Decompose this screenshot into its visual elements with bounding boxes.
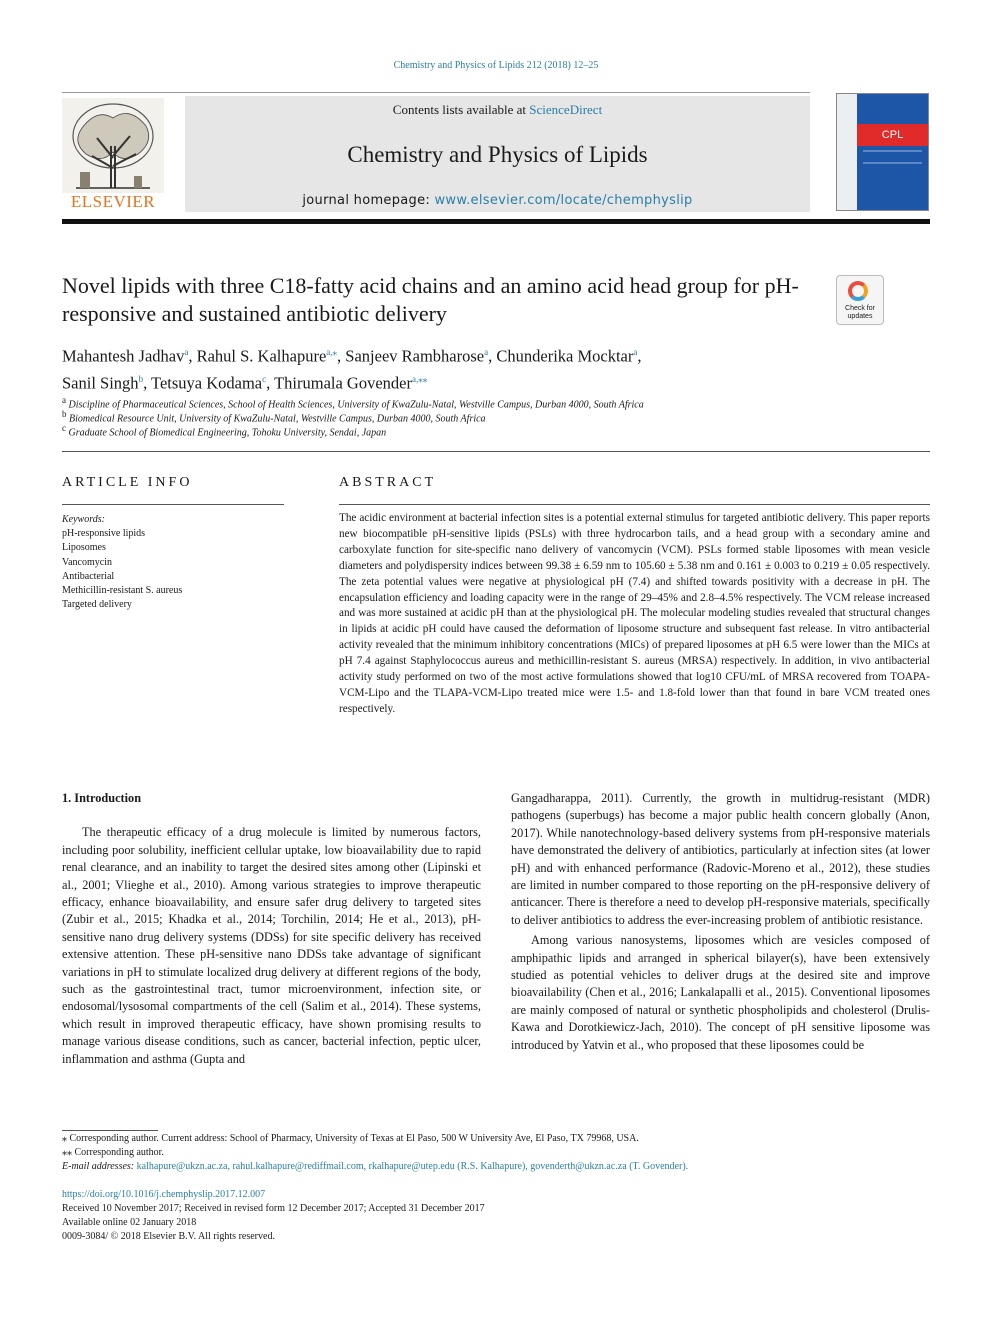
affiliation: $^a$ Discipline of Pharmaceutical Sciences, School of Health Sciences, University of KwaZulu-Natal, Westville Campus, Durban 4000, South Africa	[62, 395, 644, 411]
abstract-text: The acidic environment at bacterial infection sites is a potential external stimulus for targeted antibiotic delivery. This paper reports new biocompatible pH-sensitive lipids (PSLs) with three hydrocarbon tails, and a head group with a secondary amine and carboxylate function for site-specific nano delivery of vancomycin (VCM). PSLs formed stable liposomes with mean vesicle diameters and polydispersity indices between 99.38 ± 6.59 nm to 105.60 ± 5.38 nm and 0.161 ± 0.003 to 0.219 ± 0.05 respectively. The zeta potential values were negative at physiological pH (7.4) and shifted towards positivity with a decrease in pH. The encapsulation efficiency and loading capacity were in the range of 29–45% and 2.8–4.5% respectively. The VCM release increased and was more sustained at acidic pH than at the physiological pH. The molecular modeling studies revealed that structural changes in lipids at acidic pH could have caused the deformation of liposome structure and subsequent fast release. In vitro antibacterial activity revealed that the minimum inhibitory concentrations (MICs) of prepared liposomes at pH 6.5 were lower than the MICs at pH 7.4 against Staphylococcus aureus and methicillin-resistant S. aureus (MRSA) respectively. In addition, in vivo antibacterial activity study performed on two of the most active formulations showed that log10 CFU/mL of MRSA recovered from TOAPA-VCM-Lipo and the TLAPA-VCM-Lipo treated mice were 1.5- and 1.8-fold lower than that found in bare VCM treated ones respectively.	[339, 512, 930, 715]
keyword: pH-responsive lipids	[62, 528, 146, 540]
footnote-rule	[62, 1130, 158, 1131]
author[interactable]: Rahul S. Kalhapure	[196, 346, 327, 366]
homepage-link[interactable]: www.elsevier.com/locate/chemphyslip	[434, 193, 693, 208]
author[interactable]: Sanjeev Rambharose	[345, 346, 485, 366]
email-links[interactable]: kalhapure@ukzn.ac.za, rahul.kalhapure@rediffmail.com, rkalhapure@utep.edu (R.S. Kalhapure), govenderth@ukzn.ac.za (T. Govender).	[136, 1161, 689, 1172]
copyright: 0009-3084/ © 2018 Elsevier B.V. All rights reserved.	[62, 1231, 275, 1242]
check-for-updates-icon	[848, 281, 868, 301]
abstract-heading: ABSTRACT	[339, 475, 437, 490]
section-rule	[62, 451, 930, 452]
elsevier-wordmark: ELSEVIER	[70, 192, 156, 211]
received-dates: Received 10 November 2017; Received in revised form 12 December 2017; Accepted 31 December 2017	[62, 1203, 485, 1214]
section-heading: 1. Introduction	[62, 791, 142, 805]
affiliation: $^b$ Biomedical Resource Unit, University of KwaZulu-Natal, Westville Campus, Durban 4000, South Africa	[62, 409, 486, 425]
keyword: Antibacterial	[62, 570, 115, 582]
author[interactable]: Chunderika Mocktar	[496, 346, 634, 366]
author[interactable]: Sanil Singh	[62, 373, 139, 392]
contents-line: Contents lists available at ScienceDirect	[392, 102, 603, 117]
affiliation: $^c$ Graduate School of Biomedical Engineering, Tohoku University, Sendai, Japan	[62, 423, 387, 439]
available-online: Available online 02 January 2018	[62, 1217, 197, 1228]
author-list: Mahantesh Jadhav$^a$, Rahul S. Kalhapure$^{a,⁎}$, Sanjeev Rambharose$^a$, Chunderika Mocktar$^a$, Sanil Singh$^b$, Tetsuya Kodama$^c$, Thirumala Govender$^{a,⁎⁎}$	[62, 346, 642, 392]
header-thick-rule	[62, 219, 930, 224]
body-column-right	[511, 790, 930, 1054]
author[interactable]: Mahantesh Jadhav	[62, 346, 185, 366]
footnote: ⁎ Corresponding author. Current address: School of Pharmacy, University of Texas at El Paso, 500 W University Ave, El Paso, TX 79968, USA.	[62, 1133, 639, 1144]
article-title: Novel lipids with three C18-fatty acid chains and an amino acid head group for pH-responsive and sustained antibiotic delivery	[62, 273, 799, 326]
article-info-heading: ARTICLE INFO	[62, 475, 193, 490]
sciencedirect-link[interactable]: ScienceDirect	[529, 102, 603, 117]
keyword: Methicillin-resistant S. aureus	[62, 585, 183, 597]
keyword: Liposomes	[62, 542, 106, 554]
running-head[interactable]: Chemistry and Physics of Lipids 212 (2018) 12–25	[393, 60, 599, 71]
body-paragraph: Gangadharappa, 2011). Currently, the growth in multidrug-resistant (MDR) pathogens (superbugs) has become a major public health concern globally (Anon, 2017). While nanotechnology-based delivery systems from pH-responsive materials have demonstrated the delivery of antibiotics, particularly at infection sites (at lower pH) and with enhanced performance (Radovic-Moreno et al., 2012), these studies are limited in number compared to those reporting on the pH-responsive delivery of anticancer. There is therefore a need to develop pH-responsive materials, specifically to deliver antibiotics to address the ever-increasing problem of antibiotic resistance.	[511, 791, 930, 927]
header-top-rule	[62, 92, 810, 93]
email-footnote: E-mail addresses: kalhapure@ukzn.ac.za, rahul.kalhapure@rediffmail.com, rkalhapure@utep.edu (R.S. Kalhapure), govenderth@ukzn.ac.za (T. Govender).	[62, 1161, 689, 1172]
body-paragraph: The therapeutic efficacy of a drug molecule is limited by numerous factors, including poor solubility, inefficient cellular uptake, low bioavailability due to rapid renal clearance, and an inability to target the desired sites among other (Lipinski et al., 2001; Vlieghe et al., 2010). Among various strategies to improve therapeutic efficacy, enhance bioavailability, and ensure safer drug delivery to targeted sites (Zubir et al., 2015; Khadka et al., 2014; Torchilin, 2014; He et al., 2013), pH-sensitive nano drug delivery systems (DDSs) for site specific delivery has received extensive attention. These pH-sensitive nano DDSs take advantage of significant variations in pH to stimulate localized drug delivery at different regions of the body, such as the gastrointestinal tract, tumor microenvironment, infection site, or endosomal/lysosomal compartments of the cell (Salim et al., 2014). These systems, which result in improved therapeutic efficacy, have shown promising results to manage various disease conditions, such as cancer, bacterial infection, peptic ulcer, inflammation and asthma (Gupta and	[62, 825, 481, 1066]
journal-title: Chemistry and Physics of Lipids	[347, 142, 648, 167]
cover-label: CPL	[857, 124, 928, 146]
journal-cover-thumbnail[interactable]	[836, 93, 929, 211]
body-column-left	[62, 790, 481, 1068]
author[interactable]: Tetsuya Kodama	[151, 373, 263, 392]
journal-masthead	[185, 96, 810, 212]
journal-homepage: journal homepage: www.elsevier.com/locate/chemphyslip	[302, 193, 693, 208]
doi-link[interactable]: https://doi.org/10.1016/j.chemphyslip.2017.12.007	[62, 1189, 266, 1200]
author[interactable]: Thirumala Govender	[274, 373, 412, 392]
keywords-list: Keywords: pH-responsive lipids Liposomes Vancomycin Antibacterial Methicillin-resistant S. aureus Targeted delivery	[62, 513, 284, 612]
footnote: ⁎⁎ Corresponding author.	[62, 1147, 164, 1158]
body-paragraph: Among various nanosystems, liposomes which are vesicles composed of amphipathic lipids and arranged in spherical bilayer(s), have been extensively studied as potential vehicles to deliver drugs at the desired site and improve bioavailability (Chen et al., 2016; Lankalapalli et al., 2015). Conventional liposomes are mainly composed of natural or synthetic phospholipids and cholesterol (Drulis-Kawa and Dorotkiewicz-Jach, 2010). The concept of pH sensitive liposome was introduced by Yatvin et al., who proposed that these liposomes could be	[511, 933, 930, 1052]
check-for-updates-badge[interactable]: Check for updates	[836, 275, 884, 325]
keyword: Vancomycin	[62, 556, 112, 568]
keyword: Targeted delivery	[62, 599, 132, 611]
